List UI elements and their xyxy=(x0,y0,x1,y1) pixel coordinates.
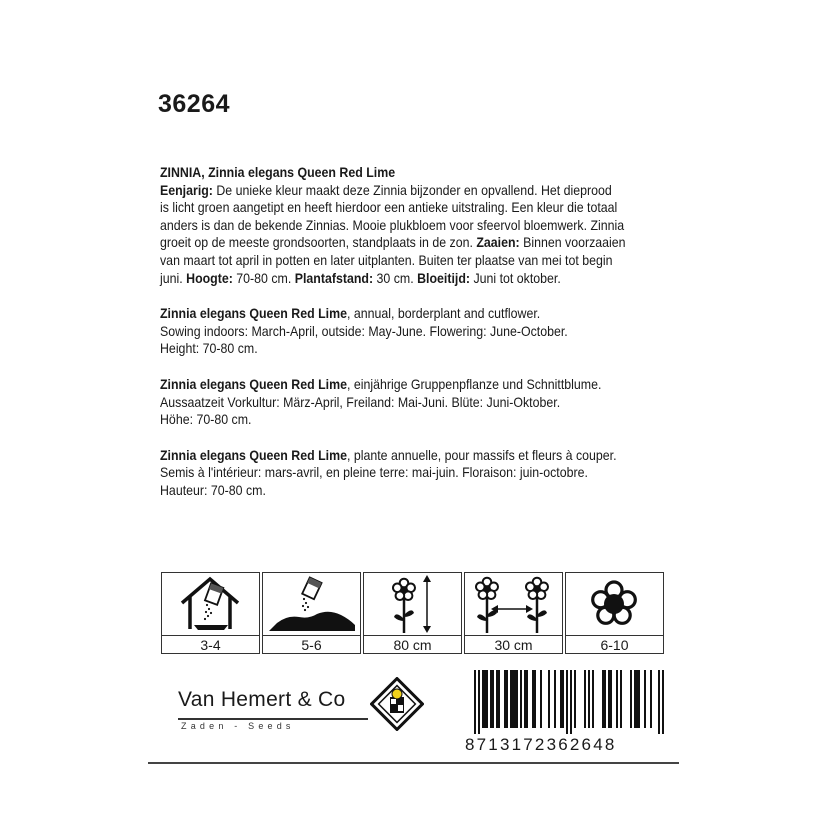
barcode-bar xyxy=(592,670,594,728)
barcode-bar xyxy=(620,670,622,728)
barcode-bar xyxy=(650,670,652,728)
outdoor-sowing-label: 5-6 xyxy=(301,637,322,653)
english-product-name: Zinnia elegans Queen Red Lime xyxy=(160,306,347,322)
barcode-bar xyxy=(570,670,572,734)
barcode-bar xyxy=(490,670,492,728)
product-title: ZINNIA, Zinnia elegans Queen Red Lime xyxy=(160,165,396,180)
plant-height-box xyxy=(363,572,462,654)
barcode-bar xyxy=(608,670,610,728)
barcode-bar xyxy=(636,670,638,728)
barcode-bar xyxy=(540,670,542,728)
bloeitijd-label: Bloeitijd: xyxy=(417,270,471,286)
barcode-bar xyxy=(496,670,498,728)
barcode-bar xyxy=(562,670,564,728)
english-description: Zinnia elegans Queen Red Lime, annual, borderplant and cutflower. Sowing indoors: March-April, outside: May-June. Flowering: June-October. Height: 70-80 cm. xyxy=(160,306,568,357)
barcode-bar xyxy=(584,670,586,728)
flowering-box xyxy=(565,572,664,654)
german-product-name: Zinnia elegans Queen Red Lime xyxy=(160,376,347,392)
french-product-name: Zinnia elegans Queen Red Lime xyxy=(160,447,347,463)
barcode-bar xyxy=(634,670,636,728)
greenhouse-sowing-label: 3-4 xyxy=(200,637,221,653)
hoogte-label: Hoogte: xyxy=(186,270,233,286)
barcode-bar xyxy=(492,670,494,728)
barcode-bar xyxy=(566,670,568,734)
barcode-bar xyxy=(534,670,536,728)
barcode-bar xyxy=(658,670,660,734)
barcode-bar xyxy=(532,670,534,728)
greenhouse-sowing-icon xyxy=(162,573,259,635)
plant-spacing-label: 30 cm xyxy=(494,637,533,653)
growing-icons-row xyxy=(161,572,666,654)
barcode-bar xyxy=(486,670,488,728)
dutch-description: ZINNIA, Zinnia elegans Queen Red Lime Eenjarig: De unieke kleur maakt deze Zinnia bijzonder en opvallend. Het dieprood is licht groen aangetipt en heeft hierdoor een antieke uitstraling. Een kleur die totaal anders is dan de bekende Zinnias. Mooie plukbloem voor sfeervol bloemwerk. Zinnia groeit op de meeste grondsoorten, standplaats in de zon. Zaaien: Binnen voorzaaien van maart tot april in potten en later uitplanten. Buiten ter plaatse van mei tot begin juni. Hoogte: 70-80 cm. Plantafstand: 30 cm. Bloeitijd: Juni tot oktober. xyxy=(160,164,633,287)
plant-spacing-icon xyxy=(465,573,562,635)
barcode-bar xyxy=(574,670,576,728)
zaaien-label: Zaaien: xyxy=(476,235,520,251)
barcode-bar xyxy=(588,670,590,728)
barcode-bar xyxy=(524,670,526,728)
barcode-digits: 8713172362648 xyxy=(465,735,617,754)
barcode-bar xyxy=(638,670,640,728)
flowering-label: 6-10 xyxy=(600,637,629,653)
brand-underline xyxy=(178,718,368,720)
flowering-icon xyxy=(566,573,663,635)
brand-emblem-icon xyxy=(370,677,424,731)
barcode-bar xyxy=(548,670,550,728)
barcode-bar xyxy=(498,670,500,728)
barcode-bar xyxy=(616,670,618,728)
product-code: 36264 xyxy=(158,90,231,118)
barcode-bar xyxy=(520,670,522,728)
barcode-bar xyxy=(630,670,632,728)
bottom-divider xyxy=(148,762,679,764)
barcode-bar xyxy=(504,670,506,728)
greenhouse-sowing-box xyxy=(161,572,260,654)
barcode-bar xyxy=(516,670,518,728)
barcode-bar xyxy=(506,670,508,728)
barcode-bar xyxy=(478,670,480,734)
german-description: Zinnia elegans Queen Red Lime, einjährige Gruppenpflanze und Schnittblume. Aussaatzeit Vorkultur: März-April, Freiland: Mai-Juni. Blüte: Juni-Oktober. Höhe: 70-80 cm. xyxy=(160,376,602,428)
barcode-bar xyxy=(610,670,612,728)
barcode-bar xyxy=(484,670,486,728)
barcode-bar xyxy=(510,670,512,728)
brand-name: Van Hemert & Co xyxy=(178,688,346,711)
barcode-bar xyxy=(514,670,516,728)
barcode-bar xyxy=(602,670,604,728)
plant-height-label: 80 cm xyxy=(393,637,432,653)
barcode-bar xyxy=(512,670,514,728)
outdoor-sowing-icon xyxy=(263,573,360,635)
barcode-bar xyxy=(644,670,646,728)
outdoor-sowing-box xyxy=(262,572,361,654)
plant-spacing-box xyxy=(464,572,563,654)
french-description: Zinnia elegans Queen Red Lime, plante annuelle, pour massifs et fleurs à couper. Semis à l'intérieur: mars-avril, en pleine terre: mai-juin. Floraison: juin-octobre. Hauteur: 70-80 cm. xyxy=(160,447,617,498)
brand-tagline: Zaden - Seeds xyxy=(181,721,295,731)
barcode-bar xyxy=(604,670,606,728)
barcode-bar xyxy=(662,670,664,734)
barcode xyxy=(471,670,671,734)
barcode-bar xyxy=(474,670,476,734)
eenjarig-label: Eenjarig: xyxy=(160,182,213,198)
barcode-bar xyxy=(526,670,528,728)
description-block xyxy=(160,164,633,518)
plant-height-icon xyxy=(364,573,461,635)
barcode-bar xyxy=(482,670,484,728)
plantafstand-label: Plantafstand: xyxy=(294,270,374,286)
barcode-bar xyxy=(560,670,562,728)
barcode-bar xyxy=(554,670,556,728)
